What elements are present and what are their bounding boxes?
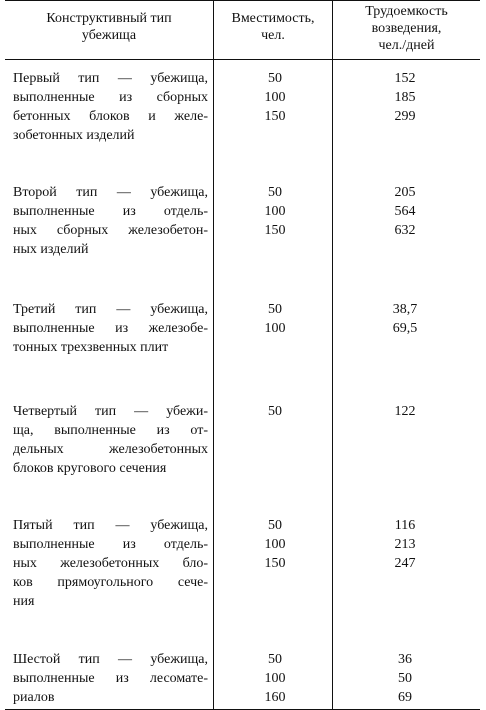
labor-value: 564 [394, 204, 416, 219]
labor-value: 152 [394, 71, 416, 86]
type-line: ных сборных железобетон- [13, 223, 208, 238]
header-type [5, 10, 213, 44]
row-type-cell [13, 402, 208, 478]
type-line: Пятый тип — убежища, [13, 518, 208, 533]
type-line: блоков кругового сечения [13, 461, 167, 476]
capacity-value: 50 [268, 185, 282, 200]
labor-value: 36 [398, 652, 412, 667]
row-type-cell [13, 69, 208, 145]
header-labor-line: чел./дней [378, 38, 435, 53]
labor-value: 122 [394, 404, 416, 419]
header-labor [333, 3, 480, 54]
capacity-value: 100 [264, 671, 286, 686]
header-type-line: убежища [81, 28, 137, 43]
capacity-value: 100 [264, 321, 286, 336]
row-labor-cell [360, 300, 450, 338]
labor-value: 247 [394, 556, 416, 571]
row-labor-cell [360, 402, 450, 421]
header-capacity [214, 10, 332, 44]
row-type-cell [13, 183, 208, 259]
type-line: Третий тип — убежища, [13, 302, 208, 317]
capacity-value: 150 [264, 223, 286, 238]
type-line: выполненные из железобе- [13, 321, 208, 336]
header-labor-line: возведения, [371, 21, 442, 36]
row-type-cell [13, 516, 208, 611]
row-labor-cell [360, 516, 450, 573]
shelter-table [5, 0, 480, 710]
labor-value: 185 [394, 90, 416, 105]
labor-value: 69,5 [392, 321, 418, 336]
type-line: ния [13, 594, 35, 609]
labor-value: 38,7 [392, 302, 418, 317]
capacity-value: 50 [268, 302, 282, 317]
row-capacity-cell [235, 650, 315, 707]
type-line: бетонных блоков и желе- [13, 109, 208, 124]
type-line: выполненные из отдель- [13, 537, 208, 552]
header-capacity-line: чел. [261, 28, 285, 43]
capacity-value: 50 [268, 518, 282, 533]
type-line: дельных железобетонных [13, 442, 208, 457]
table-header [5, 1, 480, 60]
column-divider-2 [332, 1, 333, 709]
type-line: выполненные из сборных [13, 90, 208, 105]
capacity-value: 100 [264, 90, 286, 105]
row-capacity-cell [235, 300, 315, 338]
capacity-value: 160 [264, 690, 286, 705]
type-line: ков прямоугольного сече- [13, 575, 208, 590]
capacity-value: 100 [264, 204, 286, 219]
header-capacity-line: Вместимость, [231, 11, 315, 26]
labor-value: 632 [394, 223, 416, 238]
labor-value: 69 [398, 690, 412, 705]
type-line: ных железобетонных бло- [13, 556, 208, 571]
labor-value: 213 [394, 537, 416, 552]
capacity-value: 50 [268, 404, 282, 419]
column-divider-1 [213, 1, 214, 709]
type-line: выполненные из лесомате- [13, 671, 208, 686]
row-labor-cell [360, 183, 450, 240]
type-line: выполненные из отдель- [13, 204, 208, 219]
type-line: Шестой тип — убежища, [13, 652, 208, 667]
row-labor-cell [360, 69, 450, 126]
type-line: Первый тип — убежища, [13, 71, 208, 86]
capacity-value: 50 [268, 71, 282, 86]
type-line: Четвертый тип — убежи- [13, 404, 208, 419]
type-line: тонных трехзвенных плит [13, 340, 169, 355]
row-type-cell [13, 650, 208, 707]
capacity-value: 100 [264, 537, 286, 552]
labor-value: 299 [394, 109, 416, 124]
capacity-value: 150 [264, 109, 286, 124]
labor-value: 205 [394, 185, 416, 200]
labor-value: 50 [398, 671, 412, 686]
header-type-line: Конструктивный тип [46, 11, 172, 26]
header-labor-line: Трудоемкость [365, 4, 448, 19]
capacity-value: 50 [268, 652, 282, 667]
type-line: зобетонных изделий [13, 128, 135, 143]
row-capacity-cell [235, 402, 315, 421]
type-line: риалов [13, 690, 55, 705]
capacity-value: 150 [264, 556, 286, 571]
type-line: Второй тип — убежища, [13, 185, 208, 200]
row-labor-cell [360, 650, 450, 707]
type-line: ща, выполненные из от- [13, 423, 208, 438]
row-type-cell [13, 300, 208, 357]
row-capacity-cell [235, 183, 315, 240]
type-line: ных изделий [13, 242, 89, 257]
labor-value: 116 [394, 518, 416, 533]
row-capacity-cell [235, 516, 315, 573]
row-capacity-cell [235, 69, 315, 126]
